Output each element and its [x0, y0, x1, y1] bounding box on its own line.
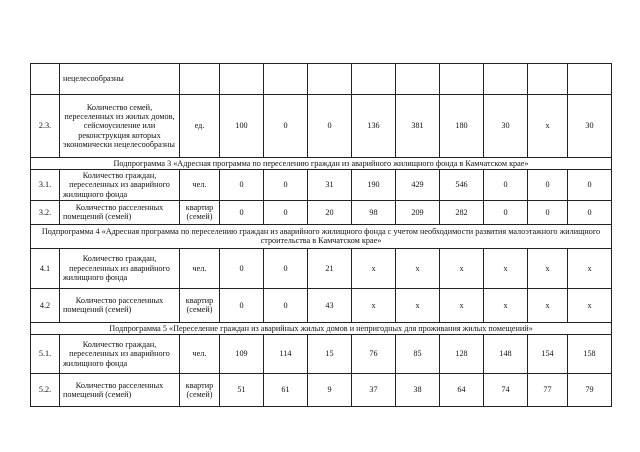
value-cell: 0 — [264, 288, 308, 322]
table-row — [31, 170, 612, 201]
value-cell: 180 — [440, 95, 484, 158]
value-cell: 190 — [352, 170, 396, 201]
value-cell: 128 — [440, 334, 484, 373]
table-row — [31, 288, 612, 322]
value-cell: 30 — [484, 95, 528, 158]
row-name: Количество расселенных помещений (семей) — [60, 288, 180, 322]
value-cell: 76 — [352, 334, 396, 373]
table-row — [31, 64, 612, 95]
value-cell: 0 — [528, 200, 568, 224]
value-cell: 100 — [220, 95, 264, 158]
value-cell: 114 — [264, 334, 308, 373]
value-cell: х — [528, 248, 568, 288]
row-name: Количество граждан, переселенных из аварийного жилищного фонда — [60, 170, 180, 201]
table-row — [31, 334, 612, 373]
subprogram-title: Подпрограмма 3 «Адресная программа по переселению граждан из аварийного жилищного фонда в Камчатском крае» — [31, 158, 612, 170]
value-cell: х — [484, 248, 528, 288]
value-cell: 209 — [396, 200, 440, 224]
value-cell: 546 — [440, 170, 484, 201]
row-number: 2.3. — [31, 95, 60, 158]
value-cell: х — [528, 288, 568, 322]
value-cell: 429 — [396, 170, 440, 201]
row-unit: чел. — [180, 170, 220, 201]
row-number: 5.2. — [31, 373, 60, 406]
row-unit: квартир (семей) — [180, 373, 220, 406]
value-cell: 20 — [308, 200, 352, 224]
value-cell: х — [568, 288, 612, 322]
value-cell: х — [396, 248, 440, 288]
value-cell: 0 — [308, 95, 352, 158]
subprogram-title: Подпрограмма 4 «Адресная программа по переселению граждан из аварийного жилищного фонда с учетом необходимости развития малоэтажного жилищного строительства в Камчатском крае» — [31, 224, 612, 248]
value-cell: 37 — [352, 373, 396, 406]
value-cell: 30 — [568, 95, 612, 158]
row-unit: ед. — [180, 95, 220, 158]
value-cell: х — [440, 288, 484, 322]
row-name: Количество семей, переселенных из жилых домов, сейсмоусиление или реконструкция которых экономически нецелесообразны — [60, 95, 180, 158]
row-number: 4.1 — [31, 248, 60, 288]
table-row — [31, 200, 612, 224]
value-cell: 51 — [220, 373, 264, 406]
table-row — [31, 248, 612, 288]
row-unit: чел. — [180, 334, 220, 373]
value-cell: 0 — [484, 200, 528, 224]
value-cell: 98 — [352, 200, 396, 224]
value-cell: х — [396, 288, 440, 322]
value-cell: 79 — [568, 373, 612, 406]
value-cell: 0 — [484, 170, 528, 201]
value-cell: 9 — [308, 373, 352, 406]
value-cell: 61 — [264, 373, 308, 406]
value-cell: 15 — [308, 334, 352, 373]
row-number: 5.1. — [31, 334, 60, 373]
value-cell: 21 — [308, 248, 352, 288]
value-cell: 0 — [220, 248, 264, 288]
row-number — [31, 64, 60, 95]
value-cell: 0 — [264, 170, 308, 201]
value-cell: 64 — [440, 373, 484, 406]
value-cell: х — [440, 248, 484, 288]
value-cell: 0 — [528, 170, 568, 201]
row-number: 3.2. — [31, 200, 60, 224]
value-cell: 0 — [220, 288, 264, 322]
row-number: 4.2 — [31, 288, 60, 322]
indicators-table — [30, 63, 612, 407]
row-name: нецелесообразны — [60, 64, 180, 95]
value-cell: 0 — [264, 248, 308, 288]
value-cell: 74 — [484, 373, 528, 406]
row-unit: чел. — [180, 248, 220, 288]
value-cell: 148 — [484, 334, 528, 373]
subprogram-header — [31, 158, 612, 170]
value-cell: 136 — [352, 95, 396, 158]
value-cell: 158 — [568, 334, 612, 373]
value-cell: 282 — [440, 200, 484, 224]
value-cell: 381 — [396, 95, 440, 158]
value-cell: 0 — [568, 200, 612, 224]
row-name: Количество расселенных помещений (семей) — [60, 200, 180, 224]
value-cell: х — [484, 288, 528, 322]
row-number: 3.1. — [31, 170, 60, 201]
value-cell: 77 — [528, 373, 568, 406]
value-cell: 154 — [528, 334, 568, 373]
value-cell: 0 — [264, 95, 308, 158]
value-cell: 43 — [308, 288, 352, 322]
row-name: Количество расселенных помещений (семей) — [60, 373, 180, 406]
value-cell: 109 — [220, 334, 264, 373]
value-cell: 38 — [396, 373, 440, 406]
subprogram-header — [31, 224, 612, 248]
value-cell: х — [352, 288, 396, 322]
value-cell: 0 — [568, 170, 612, 201]
value-cell: х — [568, 248, 612, 288]
row-unit: квартир (семей) — [180, 288, 220, 322]
subprogram-title: Подпрограмма 5 «Переселение граждан из аварийных жилых домов и непригодных для проживания жилых помещений» — [31, 322, 612, 334]
value-cell: 31 — [308, 170, 352, 201]
row-name: Количество граждан, переселенных из аварийного жилищного фонда — [60, 334, 180, 373]
subprogram-header — [31, 322, 612, 334]
value-cell: х — [528, 95, 568, 158]
table-row — [31, 373, 612, 406]
row-unit: квартир (семей) — [180, 200, 220, 224]
value-cell: 0 — [264, 200, 308, 224]
value-cell: 85 — [396, 334, 440, 373]
value-cell: 0 — [220, 200, 264, 224]
value-cell: х — [352, 248, 396, 288]
row-name: Количество граждан, переселенных из аварийного жилищного фонда — [60, 248, 180, 288]
table-row — [31, 95, 612, 158]
value-cell: 0 — [220, 170, 264, 201]
